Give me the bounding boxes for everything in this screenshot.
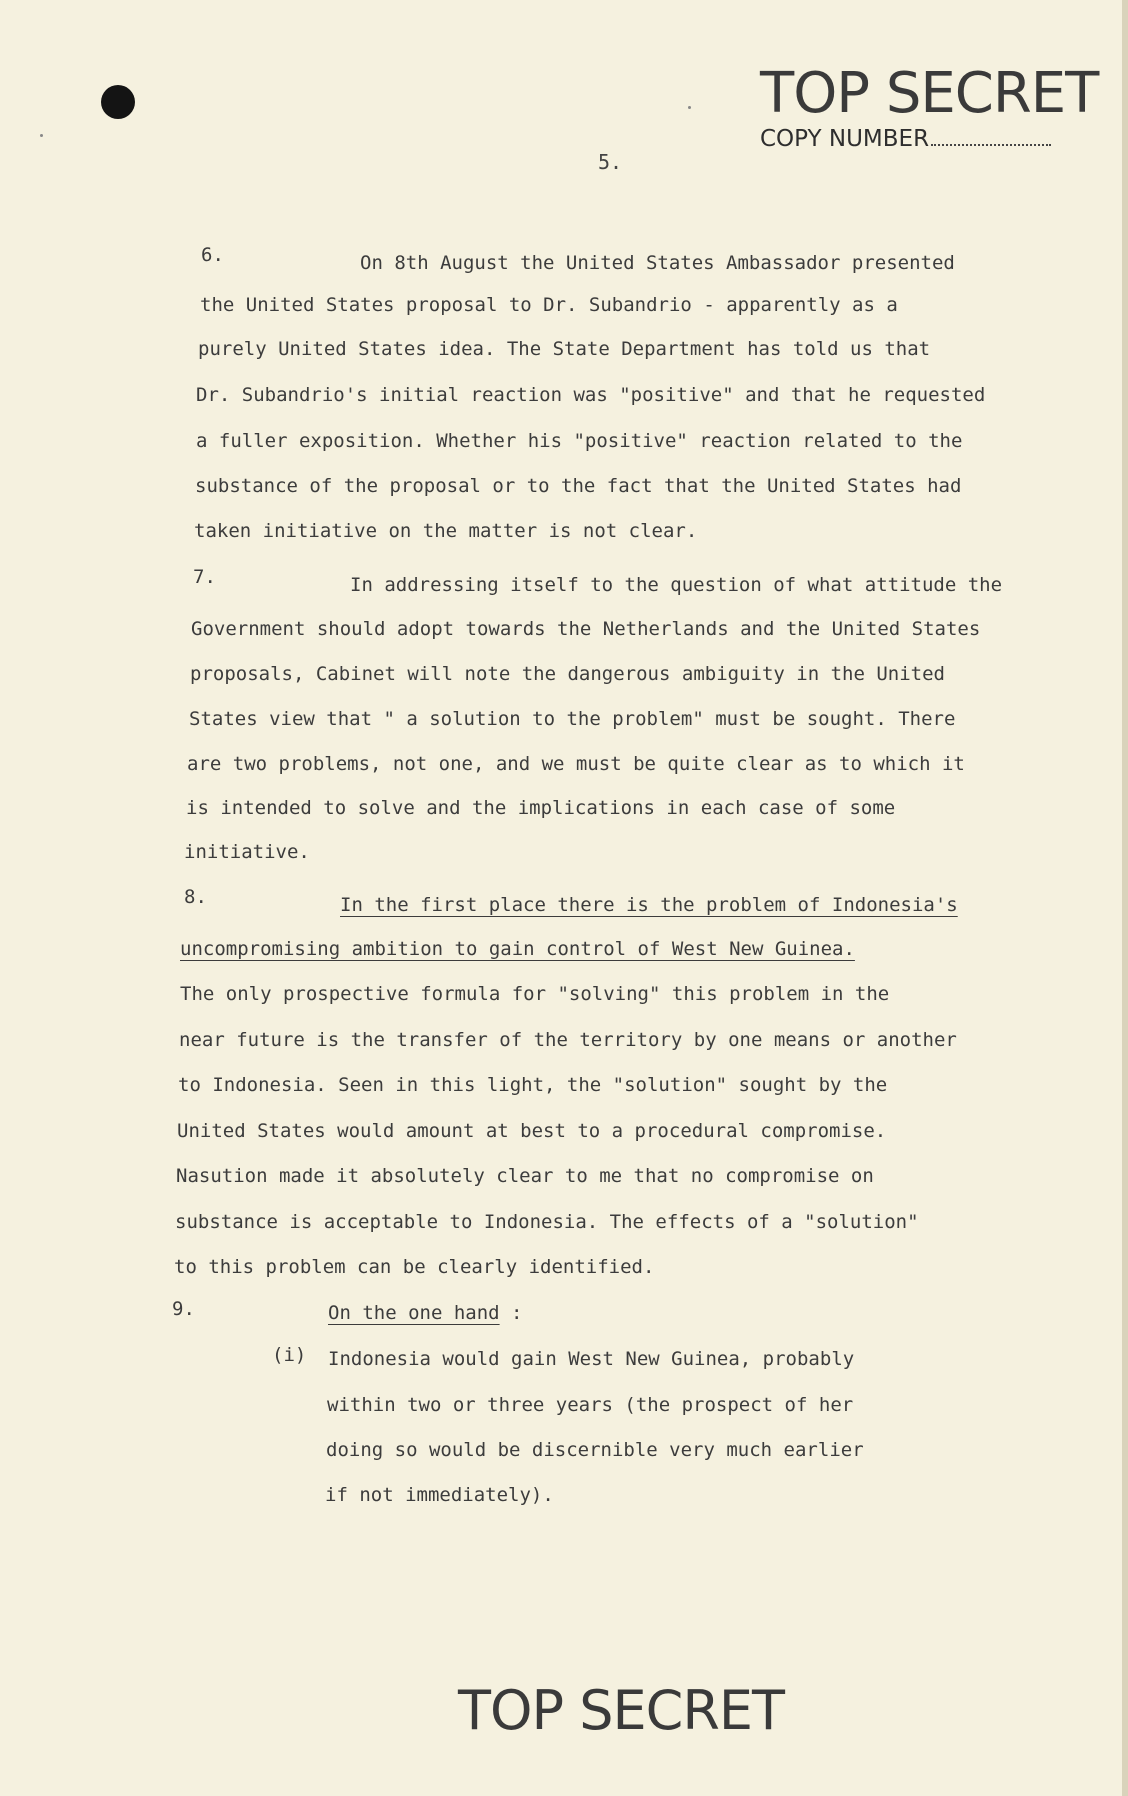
classification-stamp-top: TOP SECRET xyxy=(760,61,1099,126)
copy-number-field xyxy=(760,128,1051,151)
paragraph-line: proposals, Cabinet will note the dangerous ambiguity in the United xyxy=(190,663,945,685)
paragraph-line: taken initiative on the matter is not clear. xyxy=(194,520,698,542)
list-item-line: doing so would be discernible very much earlier xyxy=(326,1439,864,1461)
paragraph-line: a fuller exposition. Whether his "positive" reaction related to the xyxy=(196,430,963,452)
paragraph-number: 6. xyxy=(201,244,224,266)
paragraph-line: Dr. Subandrio's initial reaction was "positive" and that he requested xyxy=(196,384,986,406)
paragraph-line: to Indonesia. Seen in this light, the "solution" sought by the xyxy=(178,1074,888,1096)
list-item-line: if not immediately). xyxy=(325,1484,554,1506)
page-number: 5. xyxy=(598,150,623,174)
paragraph-number: 7. xyxy=(193,566,216,588)
paragraph-line: substance is acceptable to Indonesia. The effects of a "solution" xyxy=(175,1211,919,1233)
paragraph-line: On 8th August the United States Ambassador presented xyxy=(360,252,955,274)
paragraph-line: substance of the proposal or to the fact that the United States had xyxy=(195,475,962,497)
copy-number-label: COPY NUMBER xyxy=(760,126,930,152)
paragraph-number: 9. xyxy=(172,1298,195,1320)
list-item-line: Indonesia would gain West New Guinea, probably xyxy=(328,1348,855,1370)
paragraph-line: The only prospective formula for "solving" this problem in the xyxy=(180,983,890,1005)
paragraph-heading-text: On the one hand xyxy=(328,1302,500,1324)
paragraph-number: 8. xyxy=(184,886,207,908)
paragraph-line: United States would amount at best to a procedural compromise. xyxy=(177,1120,887,1142)
paragraph-line: States view that " a solution to the problem" must be sought. There xyxy=(189,708,956,730)
stray-mark xyxy=(688,106,691,109)
paragraph-line: Nasution made it absolutely clear to me that no compromise on xyxy=(176,1165,874,1187)
paragraph-line: to this problem can be clearly identified. xyxy=(174,1256,655,1278)
paragraph-line: near future is the transfer of the territory by one means or another xyxy=(179,1029,957,1051)
list-item-marker: (i) xyxy=(272,1344,307,1366)
underlined-line: In the first place there is the problem of Indonesia's xyxy=(340,894,958,916)
paragraph-line: the United States proposal to Dr. Subandrio - apparently as a xyxy=(200,294,898,316)
paragraph-line: is intended to solve and the implications in each case of some xyxy=(186,797,896,819)
stray-mark xyxy=(40,134,43,137)
underlined-line: uncompromising ambition to gain control of West New Guinea. xyxy=(180,938,855,960)
paragraph-heading-suffix: : xyxy=(499,1302,523,1324)
list-item-line: within two or three years (the prospect of her xyxy=(327,1394,854,1416)
paragraph-line: initiative. xyxy=(184,841,310,863)
paragraph-line: Government should adopt towards the Netherlands and the United States xyxy=(191,618,981,640)
paragraph-line: In addressing itself to the question of what attitude the xyxy=(350,574,1003,596)
punch-hole xyxy=(101,85,135,119)
paragraph-line: purely United States idea. The State Department has told us that xyxy=(198,338,931,360)
paragraph-heading xyxy=(328,1304,522,1323)
copy-number-blank xyxy=(931,144,1051,146)
classification-stamp-bottom: TOP SECRET xyxy=(458,1679,784,1742)
paragraph-line: are two problems, not one, and we must be quite clear as to which it xyxy=(187,753,965,775)
